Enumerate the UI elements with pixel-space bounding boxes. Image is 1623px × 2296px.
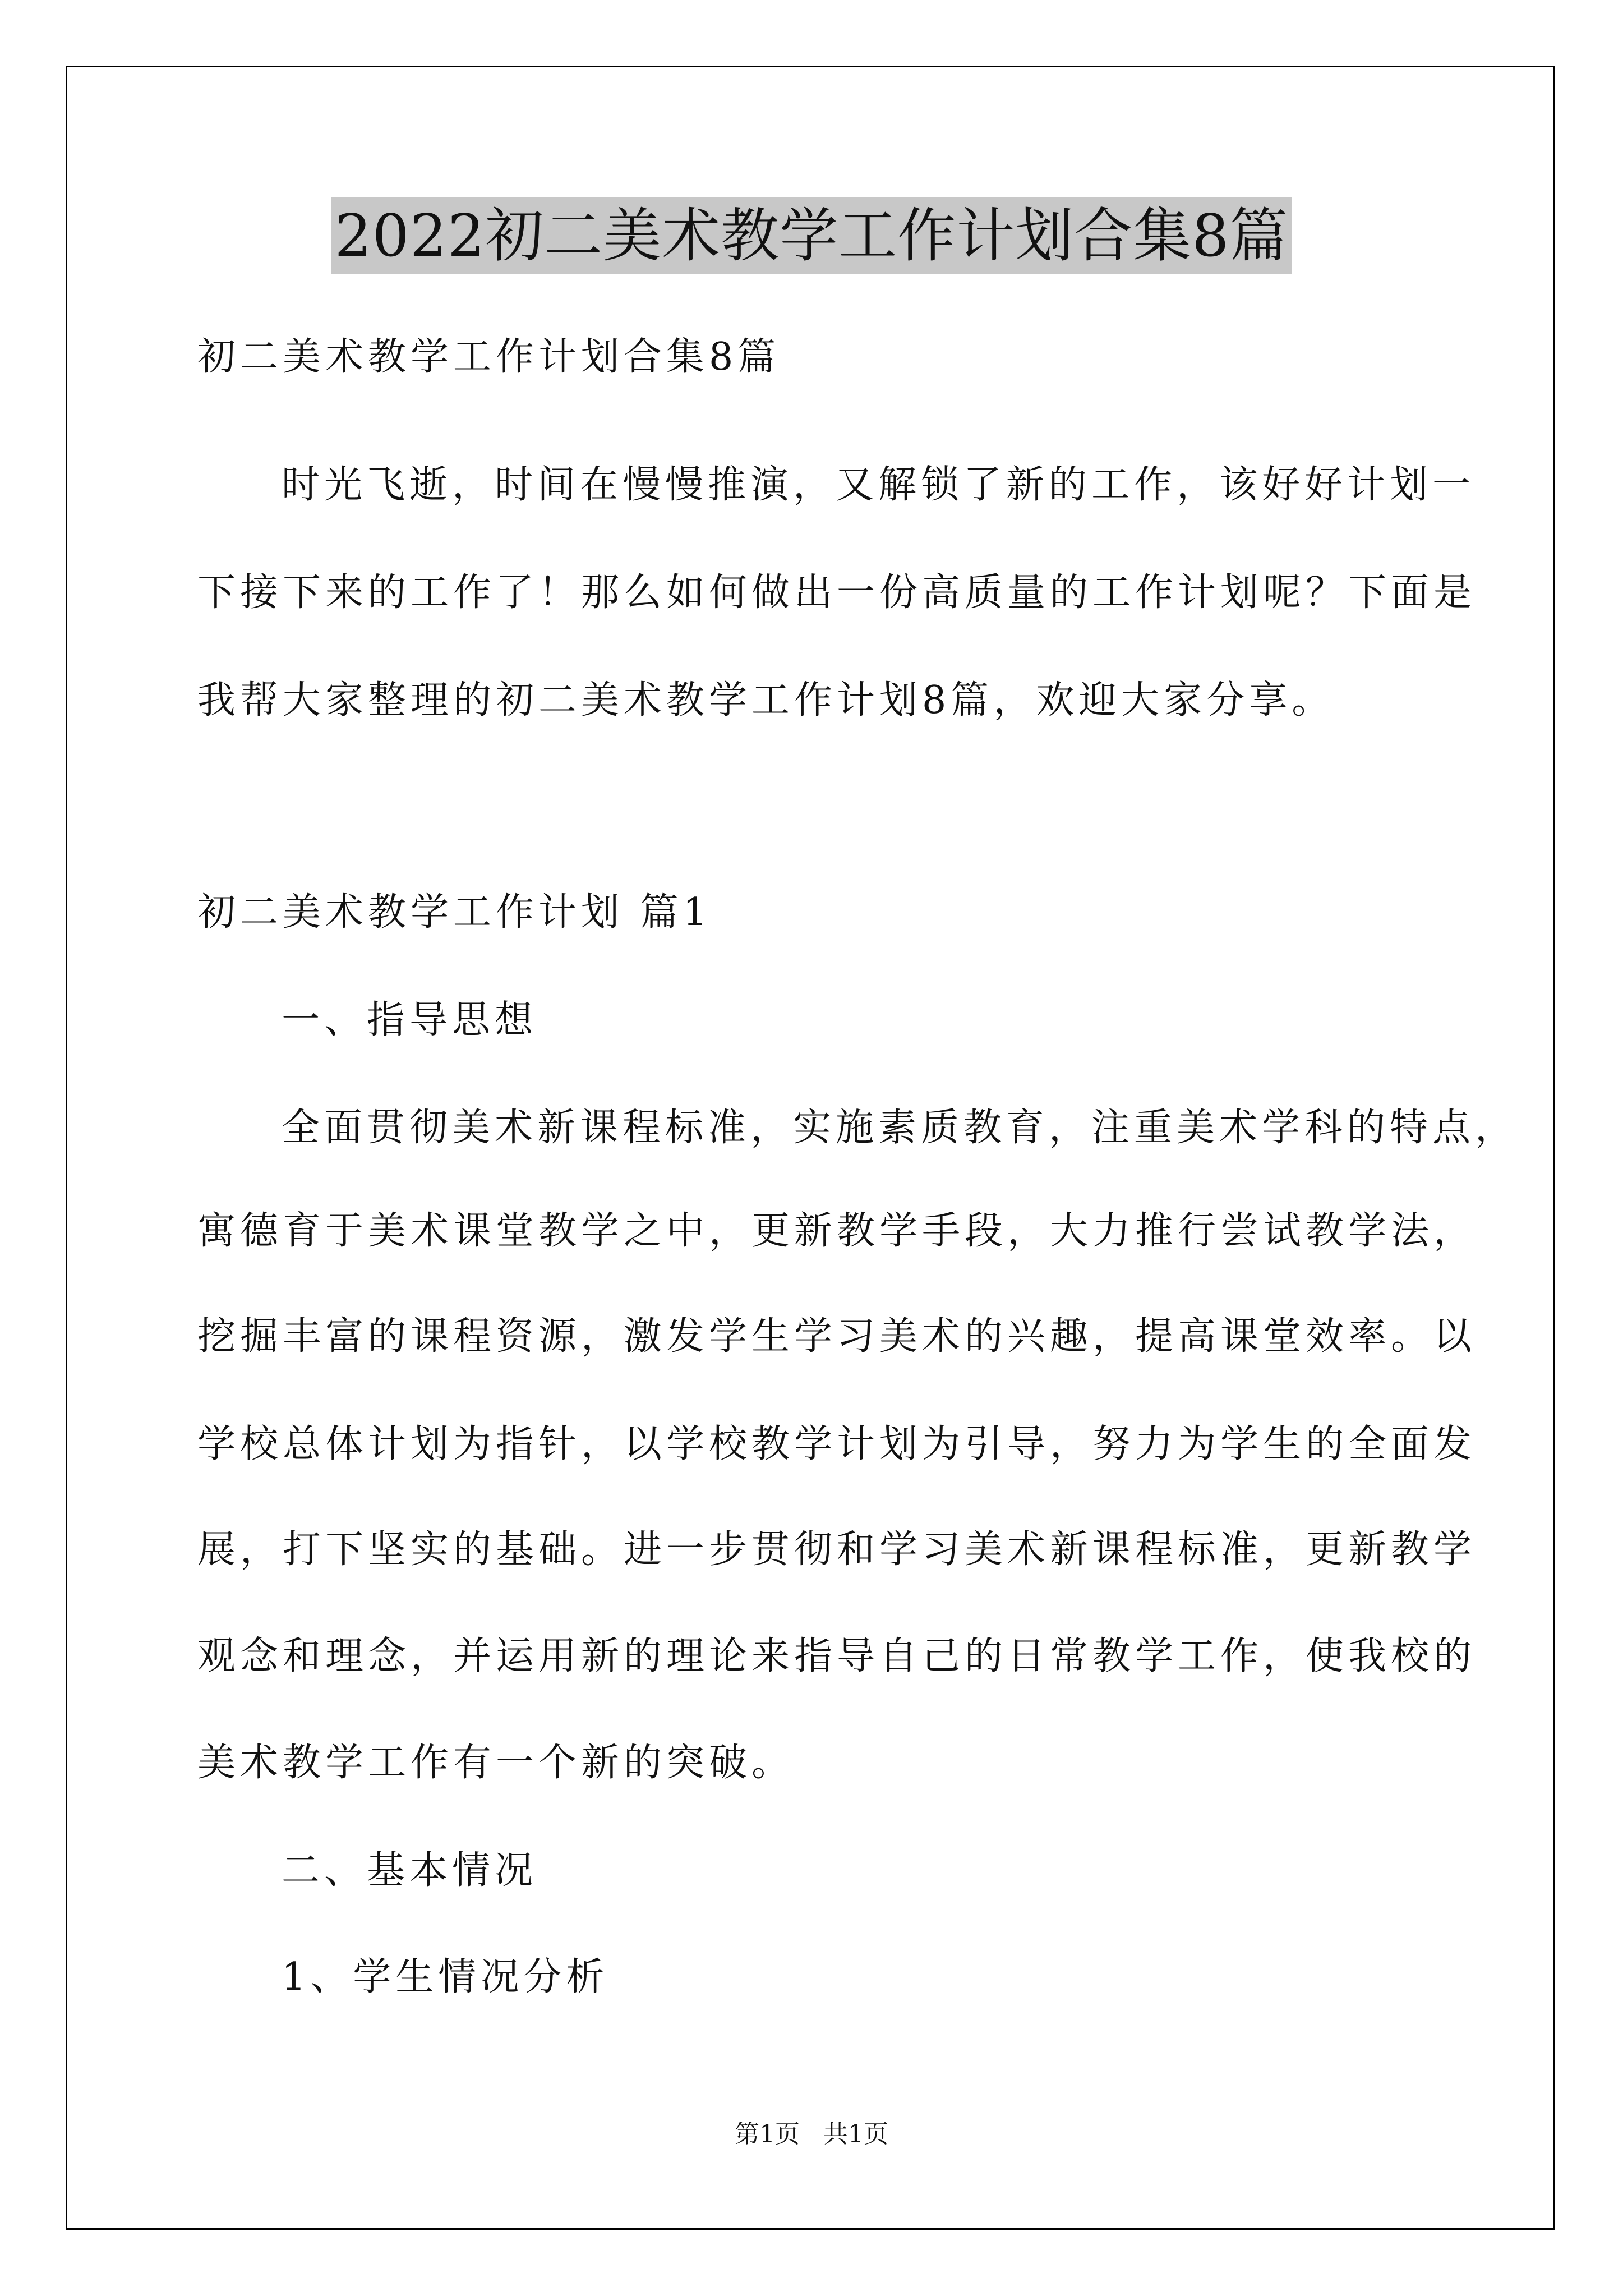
intro-line: 我帮大家整理的初二美术教学工作计划8篇，欢迎大家分享。: [197, 678, 1335, 723]
intro-line: 时光飞逝，时间在慢慢推演，又解锁了新的工作，该好好计划一: [282, 463, 1476, 507]
body-line: 挖掘丰富的课程资源，激发学生学习美术的兴趣，提高课堂效率。以: [197, 1314, 1477, 1359]
page-footer: 第1页 共1页: [735, 2120, 888, 2148]
heading-student-analysis: 1、学生情况分析: [282, 1955, 609, 1999]
heading-basic-situation: 二、基本情况: [282, 1848, 538, 1893]
body-line: 学校总体计划为指针，以学校教学计划为引导，努力为学生的全面发: [197, 1422, 1477, 1466]
body-line: 观念和理念，并运用新的理论来指导自己的日常教学工作，使我校的: [197, 1634, 1477, 1678]
title-container: [0, 197, 1623, 274]
intro-line: 下接下来的工作了！那么如何做出一份高质量的工作计划呢？下面是: [197, 570, 1477, 615]
body-line: 展，打下坚实的基础。进一步贯彻和学习美术新课程标准，更新教学: [197, 1527, 1477, 1572]
body-line: 美术教学工作有一个新的突破。: [197, 1741, 795, 1785]
heading-guiding-ideology: 一、指导思想: [282, 998, 538, 1042]
body-line: 全面贯彻美术新课程标准，实施素质教育，注重美术学科的特点，: [282, 1106, 1518, 1150]
body-line: 寓德育于美术课堂教学之中，更新教学手段，大力推行尝试教学法，: [197, 1209, 1477, 1253]
section-heading: 初二美术教学工作计划 篇1: [197, 890, 712, 935]
document-title: 2022初二美术教学工作计划合集8篇: [331, 197, 1292, 274]
document-subtitle: 初二美术教学工作计划合集8篇: [197, 335, 781, 379]
